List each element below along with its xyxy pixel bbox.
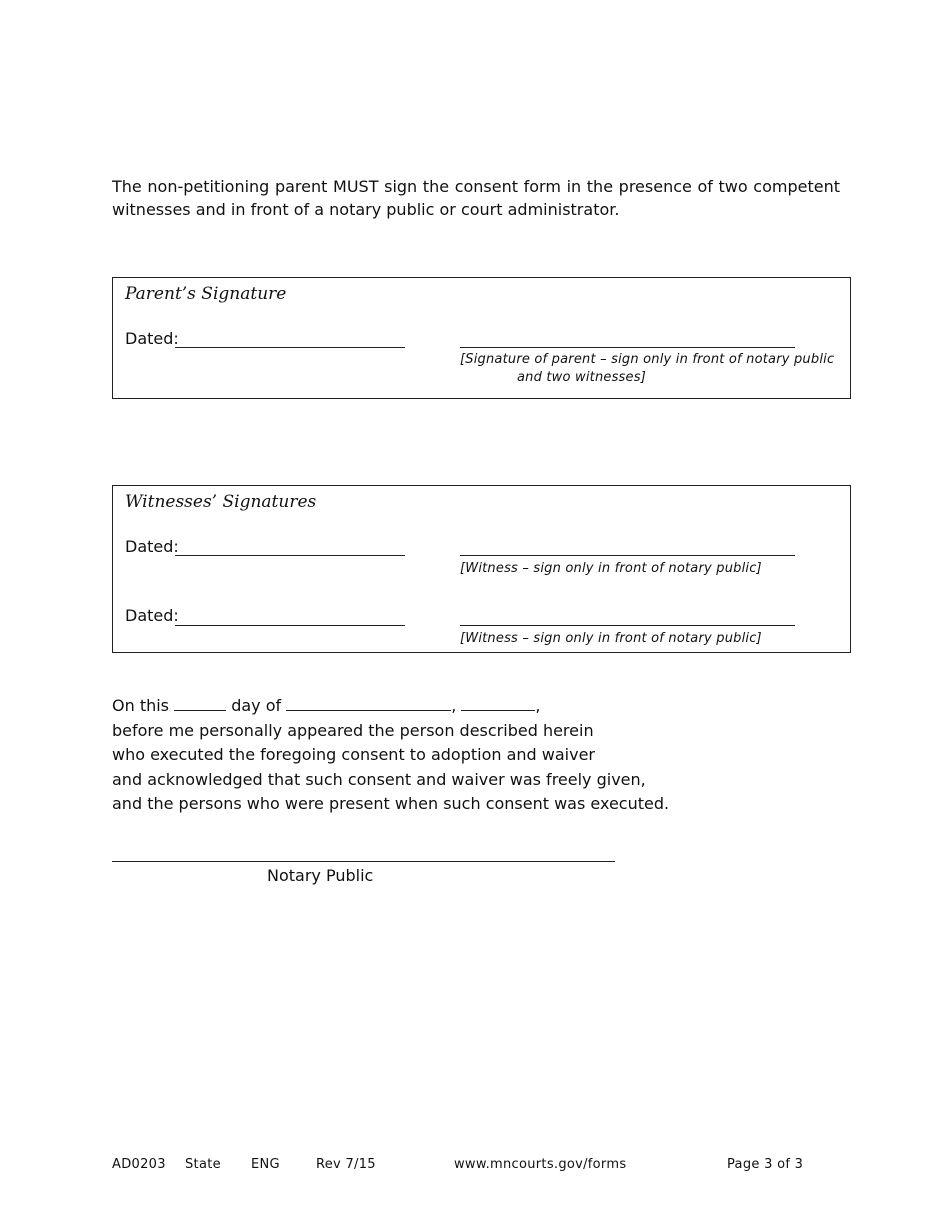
- witness-2-dated-label: Dated:: [125, 606, 179, 625]
- witness-1-caption: [Witness – sign only in front of notary public]: [460, 561, 762, 576]
- notary-year-field[interactable]: [461, 696, 535, 711]
- notary-line-5: and the persons who were present when such consent was executed.: [112, 794, 670, 813]
- instructions-paragraph: The non-petitioning parent MUST sign the consent form in the presence of two competent witnesses and in front of a notary public or court administrator.: [112, 177, 840, 219]
- parent-signature-box: [112, 277, 851, 399]
- notary-line-4: and acknowledged that such consent and waiver was freely given,: [112, 769, 646, 789]
- notary-public-label: Notary Public: [267, 866, 374, 885]
- witness-2-signature-line[interactable]: [460, 625, 795, 626]
- witness-1-dated-label: Dated:: [125, 537, 179, 556]
- footer-revision: Rev 7/15: [316, 1157, 376, 1172]
- on-this-label: On this: [112, 696, 170, 715]
- footer-page-number: Page 3 of 3: [727, 1157, 804, 1172]
- notary-acknowledgment: [112, 694, 669, 817]
- parent-caption-line-1: [Signature of parent – sign only in front of notary public: [460, 352, 835, 367]
- parent-signature-line[interactable]: [460, 347, 795, 348]
- parent-date-field[interactable]: [175, 347, 405, 348]
- footer-jurisdiction: State: [185, 1157, 221, 1172]
- parent-caption-line-2: and two witnesses]: [517, 370, 646, 385]
- notary-date-row: [112, 694, 669, 719]
- parent-signature-title: Parent’s Signature: [125, 284, 287, 304]
- parent-dated-label: Dated:: [125, 329, 179, 348]
- notary-signature-line[interactable]: [112, 861, 615, 862]
- witness-signatures-box: [112, 485, 851, 653]
- witness-2-caption: [Witness – sign only in front of notary public]: [460, 631, 762, 646]
- comma-1: ,: [451, 696, 457, 715]
- footer-language: ENG: [251, 1157, 280, 1172]
- witness-1-signature-line[interactable]: [460, 555, 795, 556]
- notary-month-field[interactable]: [286, 696, 451, 711]
- witness-1-date-field[interactable]: [175, 555, 405, 556]
- day-of-label: day of: [231, 696, 282, 715]
- comma-2: ,: [535, 696, 541, 715]
- footer-url[interactable]: www.mncourts.gov/forms: [454, 1157, 627, 1172]
- witness-signatures-title: Witnesses’ Signatures: [125, 492, 317, 512]
- witness-2-date-field[interactable]: [175, 625, 405, 626]
- parent-signature-caption: [460, 351, 840, 387]
- footer-form-id: AD0203: [112, 1157, 166, 1172]
- notary-day-field[interactable]: [174, 696, 226, 711]
- notary-line-2: before me personally appeared the person described herein: [112, 720, 594, 740]
- notary-line-3: who executed the foregoing consent to adoption and waiver: [112, 745, 595, 764]
